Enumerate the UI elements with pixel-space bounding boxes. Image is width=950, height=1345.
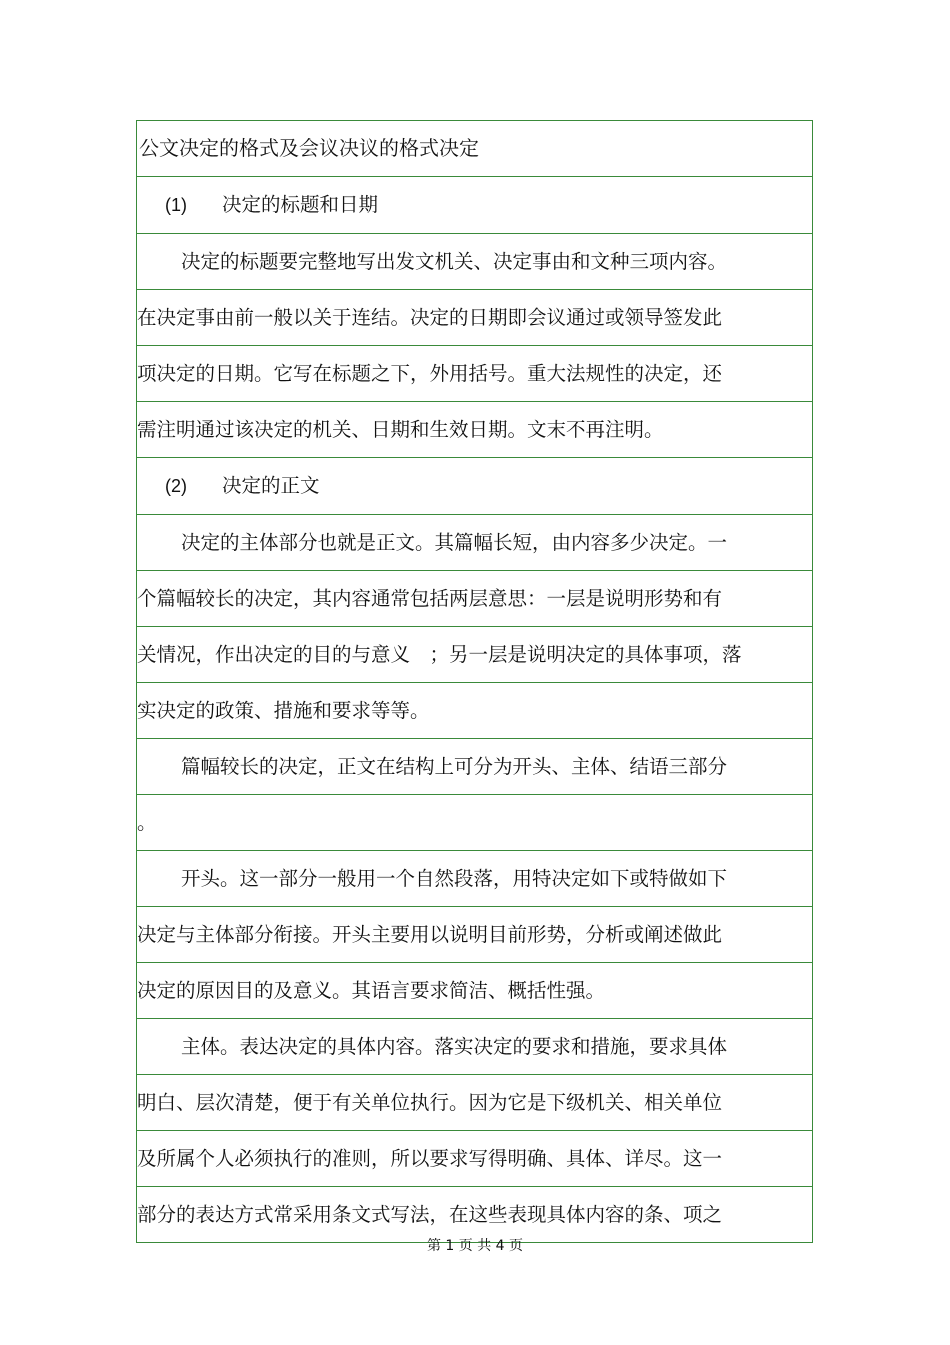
section-heading-row — [137, 177, 813, 234]
text-line: 决定的主体部分也就是正文。其篇幅长短，由内容多少决定。一 — [137, 515, 813, 571]
text-line-row — [137, 571, 813, 627]
text-line-row — [137, 1019, 813, 1075]
text-line-row — [137, 346, 813, 402]
section-heading-text: 决定的正文 — [222, 474, 320, 497]
text-line-row — [137, 234, 813, 290]
page-footer: 第 1 页 共 4 页 — [426, 1238, 524, 1254]
text-line: 项决定的日期。它写在标题之下，外用括号。重大法规性的决定，还 — [137, 346, 813, 402]
text-line: 篇幅较长的决定，正文在结构上可分为开头、主体、结语三部分 — [137, 739, 813, 795]
section-heading — [137, 177, 813, 234]
text-line-row — [137, 851, 813, 907]
text-line: 在决定事由前一般以关于连结。决定的日期即会议通过或领导签发此 — [137, 290, 813, 346]
document-title: 公文决定的格式及会议决议的格式决定 — [137, 121, 813, 177]
section-heading-text: 决定的标题和日期 — [222, 193, 379, 216]
text-line: 决定的原因目的及意义。其语言要求简洁、概括性强。 — [137, 963, 813, 1019]
document-title-row — [137, 121, 813, 177]
text-line: 关情况，作出决定的目的与意义 ；另一层是说明决定的具体事项，落 — [137, 627, 813, 683]
text-line-row — [137, 907, 813, 963]
text-line: 主体。表达决定的具体内容。落实决定的要求和措施，要求具体 — [137, 1019, 813, 1075]
text-line-row — [137, 739, 813, 795]
text-line-row — [137, 515, 813, 571]
text-line: 决定与主体部分衔接。开头主要用以说明目前形势，分析或阐述做此 — [137, 907, 813, 963]
text-line-row — [137, 1075, 813, 1131]
text-line: 需注明通过该决定的机关、日期和生效日期。文末不再注明。 — [137, 402, 813, 458]
section-heading-row — [137, 458, 813, 515]
section-heading — [137, 458, 813, 515]
text-line: 。 — [137, 795, 813, 851]
text-line: 决定的标题要完整地写出发文机关、决定事由和文种三项内容。 — [137, 234, 813, 290]
text-line: 个篇幅较长的决定，其内容通常包括两层意思：一层是说明形势和有 — [137, 571, 813, 627]
text-line: 实决定的政策、措施和要求等等。 — [137, 683, 813, 739]
text-line-row — [137, 1187, 813, 1243]
text-line: 部分的表达方式常采用条文式写法，在这些表现具体内容的条、项之 — [137, 1187, 813, 1243]
text-line-row — [137, 963, 813, 1019]
text-line-row — [137, 795, 813, 851]
document-body — [137, 121, 813, 1243]
document-table — [136, 120, 813, 1243]
text-line-row — [137, 627, 813, 683]
text-line: 开头。这一部分一般用一个自然段落，用特决定如下或特做如下 — [137, 851, 813, 907]
text-line-row — [137, 1131, 813, 1187]
text-line: 及所属个人必须执行的准则，所以要求写得明确、具体、详尽。这一 — [137, 1131, 813, 1187]
text-line: 明白、层次清楚，便于有关单位执行。因为它是下级机关、相关单位 — [137, 1075, 813, 1131]
text-line-row — [137, 683, 813, 739]
text-line-row — [137, 402, 813, 458]
section-number: (1) — [165, 195, 187, 215]
section-number: (2) — [165, 476, 187, 496]
text-line-row — [137, 290, 813, 346]
